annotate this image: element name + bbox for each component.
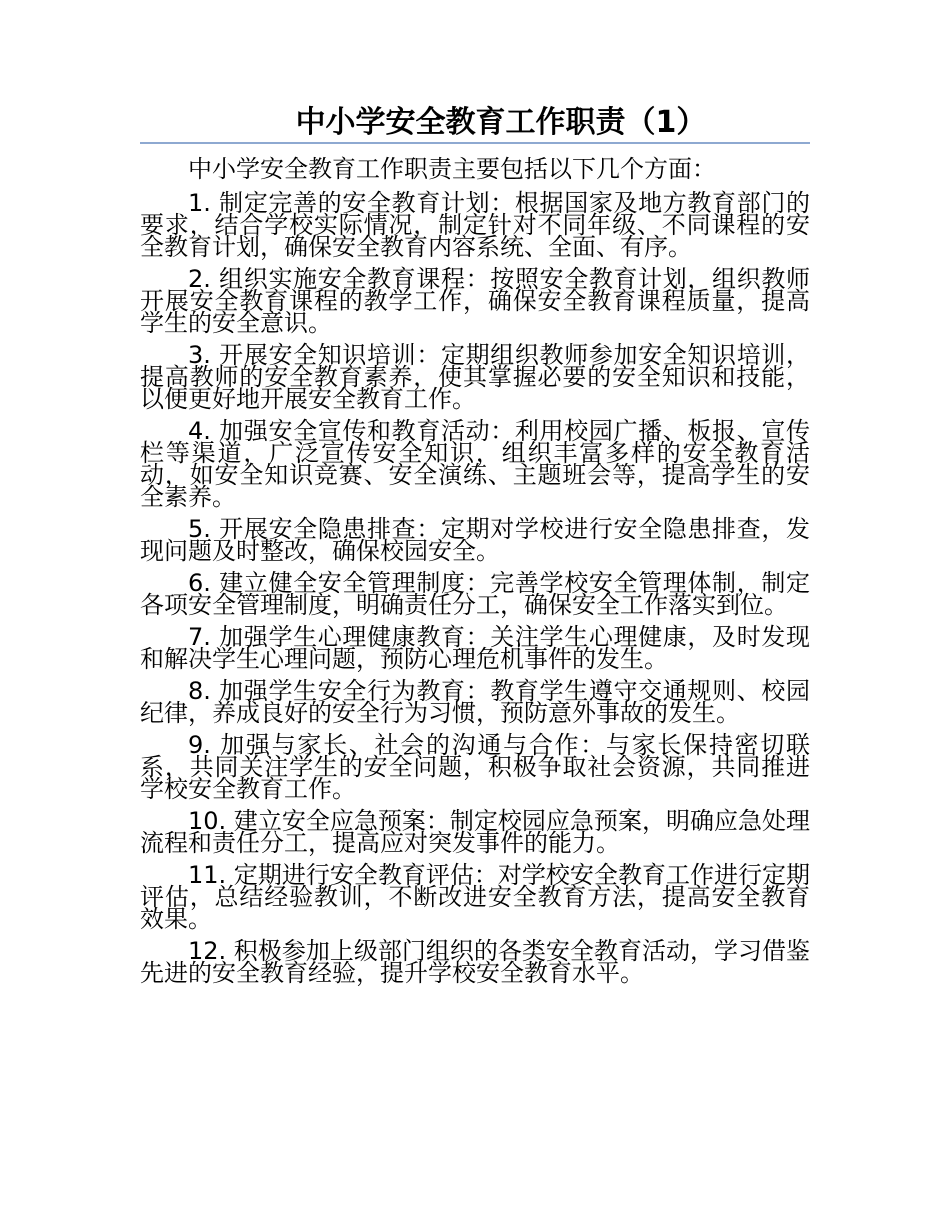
list-item-5: 5. 开展安全隐患排查：定期对学校进行安全隐患排查，发现问题及时整改，确保校园安全。 bbox=[140, 515, 810, 565]
document-body bbox=[140, 155, 810, 994]
list-item-12: 12. 积极参加上级部门组织的各类安全教育活动，学习借鉴先进的安全教育经验，提升学校安全教育水平。 bbox=[140, 937, 810, 987]
list-item-1: 1. 制定完善的安全教育计划：根据国家及地方教育部门的要求，结合学校实际情况，制定针对不同年级、不同课程的安全教育计划，确保安全教育内容系统、全面、有序。 bbox=[140, 189, 810, 261]
list-item-8: 8. 加强学生安全行为教育：教育学生遵守交通规则、校园纪律，养成良好的安全行为习惯，预防意外事故的发生。 bbox=[140, 677, 810, 727]
list-item-3: 3. 开展安全知识培训：定期组织教师参加安全知识培训，提高教师的安全教育素养，使其掌握必要的安全知识和技能，以便更好地开展安全教育工作。 bbox=[140, 341, 810, 413]
list-item-9: 9. 加强与家长、社会的沟通与合作：与家长保持密切联系，共同关注学生的安全问题，积极争取社会资源，共同推进学校安全教育工作。 bbox=[140, 731, 810, 803]
list-item-10: 10. 建立安全应急预案：制定校园应急预案，明确应急处理流程和责任分工，提高应对突发事件的能力。 bbox=[140, 807, 810, 857]
intro-paragraph: 中小学安全教育工作职责主要包括以下几个方面： bbox=[188, 155, 716, 183]
list-item-11: 11. 定期进行安全教育评估：对学校安全教育工作进行定期评估，总结经验教训，不断改进安全教育方法，提高安全教育效果。 bbox=[140, 861, 810, 933]
list-item-7: 7. 加强学生心理健康教育：关注学生心理健康，及时发现和解决学生心理问题，预防心理危机事件的发生。 bbox=[140, 623, 810, 673]
page-title: 中小学安全教育工作职责（1） bbox=[295, 105, 707, 140]
list-item-2: 2. 组织实施安全教育课程：按照安全教育计划，组织教师开展安全教育课程的教学工作，确保安全教育课程质量，提高学生的安全意识。 bbox=[140, 265, 810, 337]
list-item-4: 4. 加强安全宣传和教育活动：利用校园广播、板报、宣传栏等渠道，广泛宣传安全知识，组织丰富多样的安全教育活动，如安全知识竞赛、安全演练、主题班会等，提高学生的安全素养。 bbox=[140, 417, 810, 511]
title-block bbox=[140, 104, 810, 144]
list-item-6: 6. 建立健全安全管理制度：完善学校安全管理体制，制定各项安全管理制度，明确责任分工，确保安全工作落实到位。 bbox=[140, 569, 810, 619]
